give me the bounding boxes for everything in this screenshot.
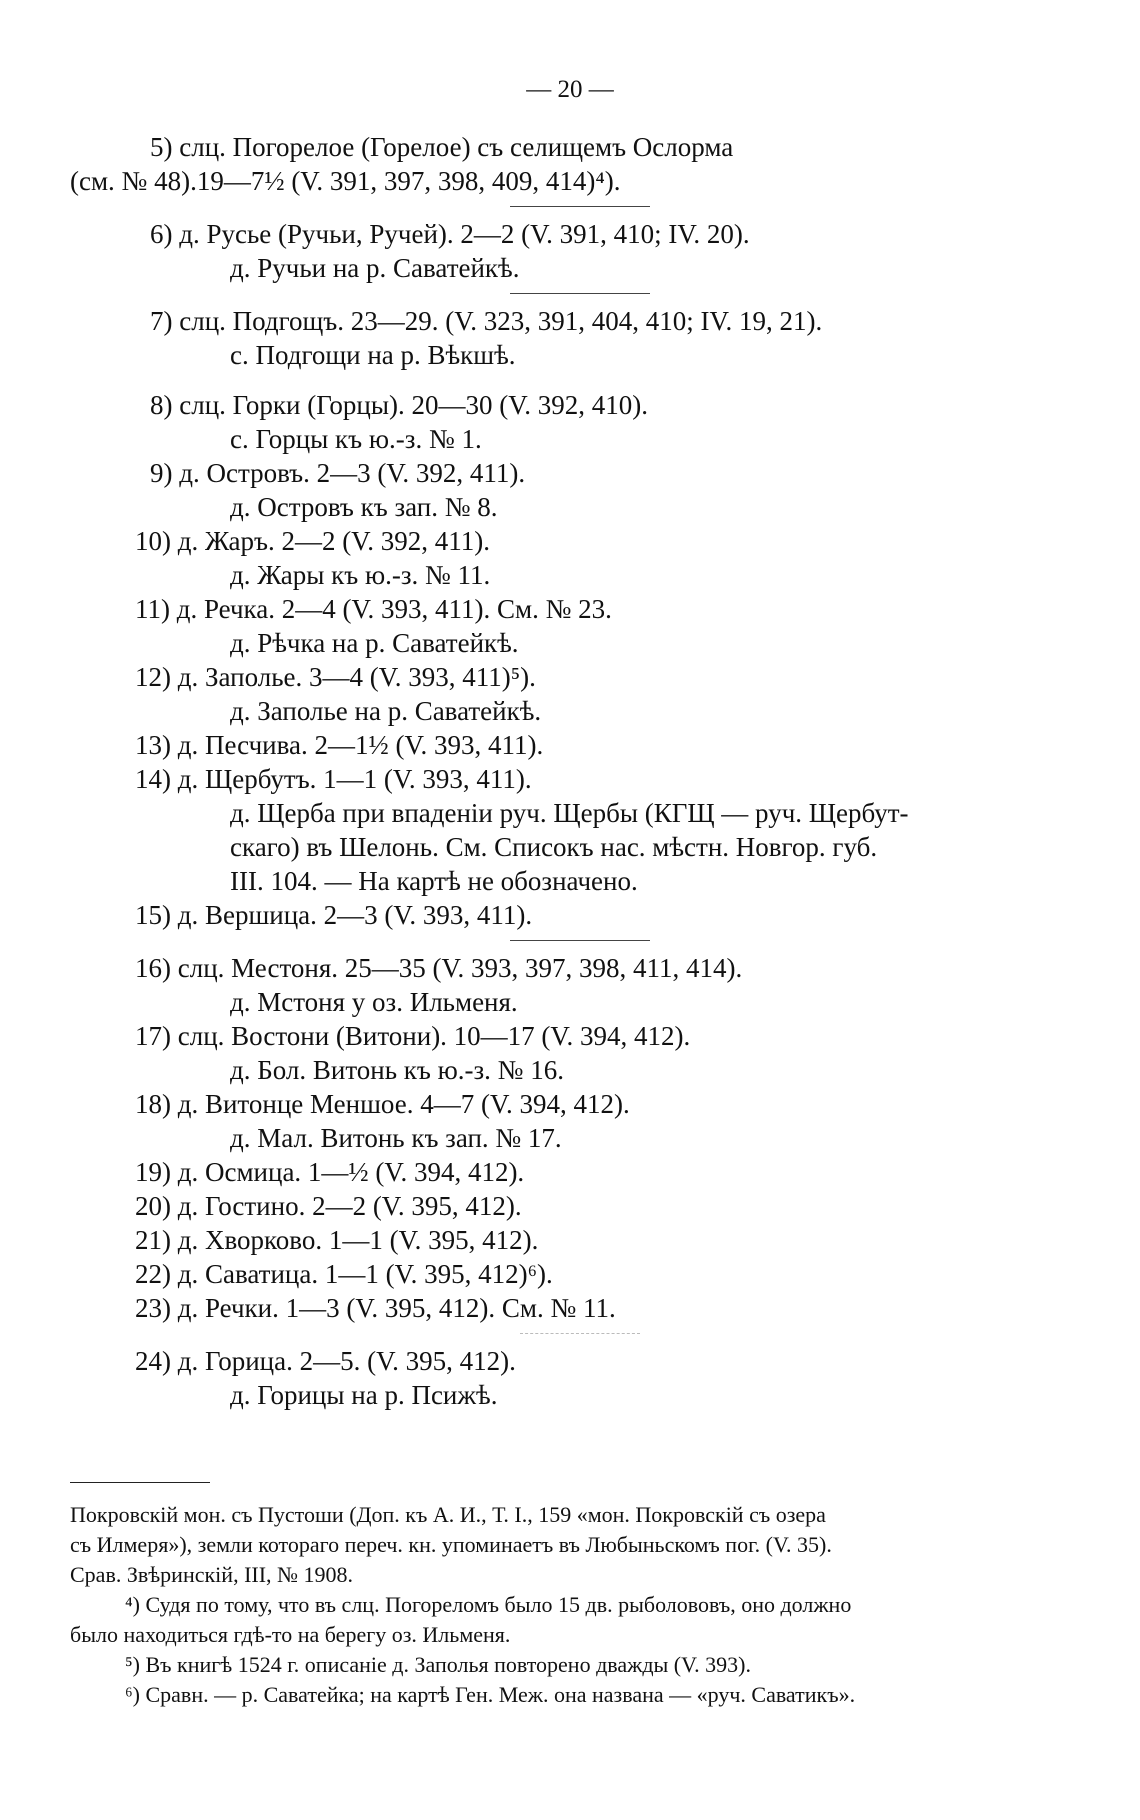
list-item	[70, 592, 1070, 660]
entry-heading: 6) д. Русье (Ручьи, Ручей). 2—2 (V. 391, 410; IV. 20).	[150, 219, 750, 249]
footnote-5: ⁵) Въ книгѣ 1524 г. описаніе д. Заполья повторено дважды (V. 393).	[125, 1652, 752, 1677]
list-item	[70, 1189, 1070, 1223]
list-item	[70, 728, 1070, 762]
footnote-rule	[70, 1482, 210, 1483]
footnotes	[70, 1500, 1070, 1710]
separator-line	[510, 940, 650, 941]
entry-modern-name: д. Рѣчка на р. Саватейкѣ.	[230, 628, 519, 658]
entry-modern-name: д. Мстоня у оз. Ильменя.	[230, 987, 518, 1017]
entry-modern-name: д. Заполье на р. Саватейкѣ.	[230, 696, 542, 726]
entry-heading: 8) слц. Горки (Горцы). 20—30 (V. 392, 410).	[150, 390, 649, 420]
entry-heading: 13) д. Песчива. 2—1½ (V. 393, 411).	[135, 730, 544, 760]
footnote-text: съ Илмеря»), земли котораго переч. кн. упоминаетъ въ Любыньскомъ пог. (V. 35).	[70, 1532, 832, 1557]
entry-modern-name: д. Ручьи на р. Саватейкѣ.	[230, 253, 520, 283]
entry-heading: 16) слц. Местоня. 25—35 (V. 393, 397, 398, 411, 414).	[135, 953, 743, 983]
footnote-text: Срав. Звѣринскій, III, № 1908.	[70, 1562, 354, 1587]
footnote-4-cont: было находиться гдѣ-то на берегу оз. Ильменя.	[70, 1622, 511, 1647]
list-item	[70, 1223, 1070, 1257]
separator-line	[510, 206, 650, 207]
entry-heading: 15) д. Вершица. 2—3 (V. 393, 411).	[135, 900, 533, 930]
entry-modern-name: д. Щерба при впаденіи руч. Щербы (КГЩ — руч. Щербут-	[230, 798, 909, 828]
entry-list	[70, 130, 1070, 1412]
entry-heading: 21) д. Хворково. 1—1 (V. 395, 412).	[135, 1225, 539, 1255]
entry-heading: 7) слц. Подгощъ. 23—29. (V. 323, 391, 404, 410; IV. 19, 21).	[150, 306, 823, 336]
entry-modern-name: с. Подгощи на р. Вѣкшѣ.	[230, 340, 516, 370]
list-item	[70, 388, 1070, 456]
entry-heading: 20) д. Гостино. 2—2 (V. 395, 412).	[135, 1191, 522, 1221]
entry-modern-name: с. Горцы къ ю.-з. № 1.	[230, 424, 482, 454]
separator-line	[510, 293, 650, 294]
entry-heading: 24) д. Горица. 2—5. (V. 395, 412).	[135, 1346, 516, 1376]
footnote-6: ⁶) Сравн. — р. Саватейка; на картѣ Ген. Меж. она названа — «руч. Саватикъ».	[125, 1682, 856, 1707]
entry-heading: 11) д. Речка. 2—4 (V. 393, 411). См. № 23.	[135, 594, 612, 624]
list-item	[70, 660, 1070, 728]
entry-continuation: (см. № 48).19—7½ (V. 391, 397, 398, 409, 414)⁴).	[70, 166, 621, 196]
entry-modern-name: д. Бол. Витонь къ ю.-з. № 16.	[230, 1055, 564, 1085]
entry-heading: 5) слц. Погорелое (Горелое) съ селищемъ Ослорма	[150, 132, 734, 162]
list-item	[70, 1257, 1070, 1291]
entry-heading: 19) д. Осмица. 1—½ (V. 394, 412).	[135, 1157, 525, 1187]
entry-heading: 23) д. Речки. 1—3 (V. 395, 412). См. № 11.	[135, 1293, 616, 1323]
entry-heading: 9) д. Островъ. 2—3 (V. 392, 411).	[150, 458, 526, 488]
entry-modern-name: д. Мал. Витонь къ зап. № 17.	[230, 1123, 562, 1153]
list-item	[70, 1019, 1070, 1087]
separator-line	[520, 1333, 640, 1334]
entry-heading: 22) д. Саватица. 1—1 (V. 395, 412)⁶).	[135, 1259, 553, 1289]
list-item	[70, 1344, 1070, 1412]
list-item	[70, 951, 1070, 1019]
list-item	[70, 762, 1070, 898]
list-item	[70, 304, 1070, 372]
list-item	[70, 217, 1070, 285]
entry-heading: 18) д. Витонце Меншое. 4—7 (V. 394, 412).	[135, 1089, 630, 1119]
entry-heading: 17) слц. Востони (Витони). 10—17 (V. 394, 412).	[135, 1021, 691, 1051]
entry-heading: 14) д. Щербутъ. 1—1 (V. 393, 411).	[135, 764, 532, 794]
list-item	[70, 1155, 1070, 1189]
entry-modern-name: д. Островъ къ зап. № 8.	[230, 492, 498, 522]
list-item	[70, 1291, 1070, 1325]
entry-modern-name: д. Жары къ ю.-з. № 11.	[230, 560, 491, 590]
list-item	[70, 456, 1070, 524]
list-item	[70, 130, 1070, 198]
entry-heading: 12) д. Заполье. 3—4 (V. 393, 411)⁵).	[135, 662, 536, 692]
entry-note: III. 104. — На картѣ не обозначено.	[230, 866, 638, 896]
footnote-4: ⁴) Судя по тому, что въ слц. Погореломъ было 15 дв. рыболововъ, оно должно	[125, 1592, 852, 1617]
entry-note: скаго) въ Шелонь. См. Списокъ нас. мѣстн. Новгор. губ.	[230, 832, 878, 862]
page-number: — 20 —	[526, 76, 614, 103]
list-item	[70, 1087, 1070, 1155]
list-item	[70, 524, 1070, 592]
list-item	[70, 898, 1070, 932]
entry-heading: 10) д. Жаръ. 2—2 (V. 392, 411).	[135, 526, 490, 556]
footnote-text: Покровскій мон. съ Пустоши (Доп. къ А. И., Т. I., 159 «мон. Покровскій съ озера	[70, 1502, 826, 1527]
entry-modern-name: д. Горицы на р. Псижѣ.	[230, 1380, 498, 1410]
